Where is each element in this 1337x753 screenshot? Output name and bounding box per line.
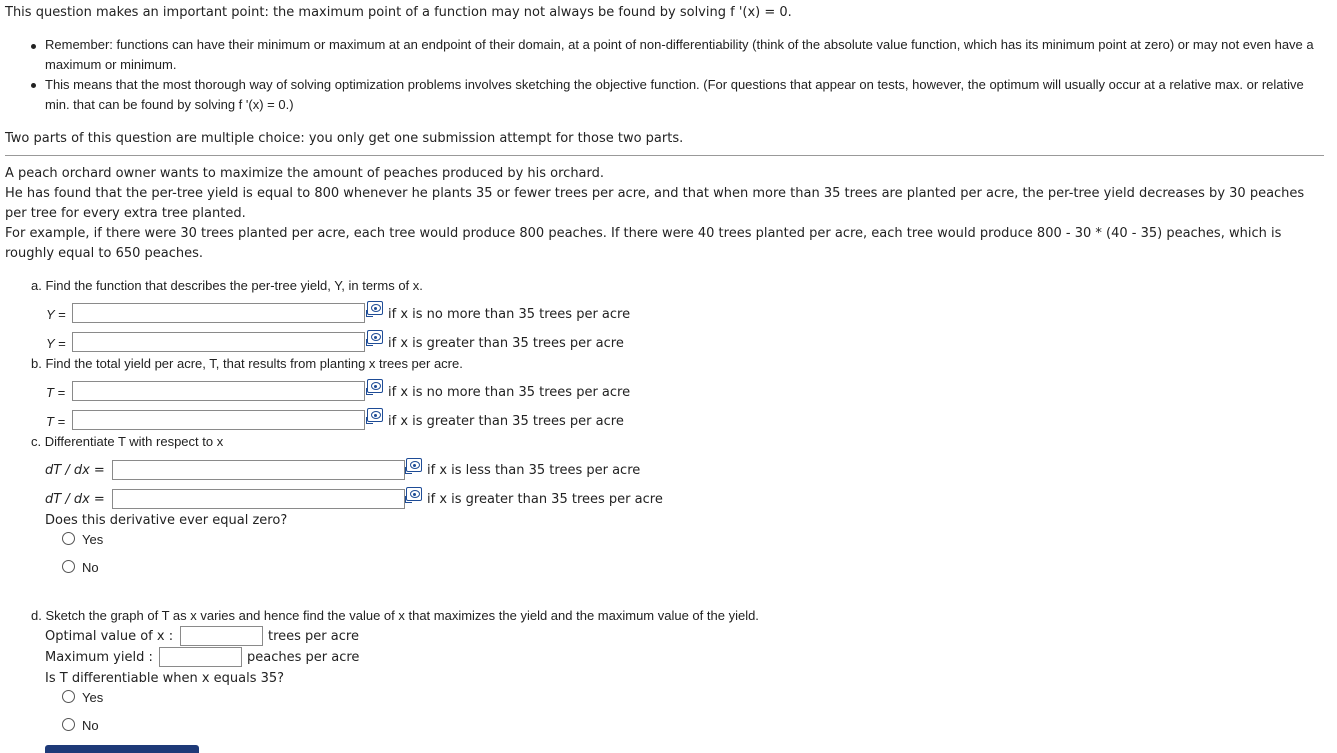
radio-yes[interactable] [62, 532, 75, 545]
dt-dx-input-high[interactable] [112, 489, 405, 509]
dt-dx-condition-low: if x is less than 35 trees per acre [427, 463, 641, 478]
t-condition-high: if x is greater than 35 trees per acre [388, 414, 624, 429]
radio-no-label: No [82, 718, 99, 733]
part-a-prompt: a. Find the function that describes the per-tree yield, Y, in terms of x. [31, 278, 423, 293]
max-yield-label: Maximum yield : [45, 650, 153, 665]
optimal-x-input[interactable] [180, 626, 263, 646]
radio-no[interactable] [62, 718, 75, 731]
submit-button[interactable] [45, 745, 199, 753]
equation-editor-icon[interactable] [367, 330, 383, 344]
intro-line: This question makes an important point: the maximum point of a function may not always be found by solving f '(x) = 0. [5, 5, 792, 20]
y-label: Y = [46, 336, 66, 351]
y-condition-high: if x is greater than 35 trees per acre [388, 336, 624, 351]
radio-yes-label: Yes [82, 690, 104, 705]
equation-editor-icon[interactable] [367, 408, 383, 422]
max-yield-input[interactable] [159, 647, 242, 667]
dt-dx-label: dT / dx = [45, 492, 105, 507]
differentiable-question: Is T differentiable when x equals 35? [45, 671, 285, 686]
divider [5, 155, 1324, 156]
equation-editor-icon[interactable] [406, 458, 422, 472]
part-c-prompt: c. Differentiate T with respect to x [31, 434, 224, 449]
t-input-high[interactable] [72, 410, 365, 430]
radio-no-label: No [82, 560, 99, 575]
y-input-low[interactable] [72, 303, 365, 323]
t-label: T = [46, 385, 66, 400]
dt-dx-label: dT / dx = [45, 463, 105, 478]
y-condition-low: if x is no more than 35 trees per acre [388, 307, 631, 322]
bullet-1-line-1: Remember: functions can have their minimum or maximum at an endpoint of their domain, at a point of non-differentiability (think of the absolute value function, which has its minimum point at zero) or may not even have a [45, 37, 1314, 52]
radio-no[interactable] [62, 560, 75, 573]
derivative-zero-question: Does this derivative ever equal zero? [45, 513, 288, 528]
y-input-high[interactable] [72, 332, 365, 352]
dt-dx-input-low[interactable] [112, 460, 405, 480]
problem-line-5: roughly equal to 650 peaches. [5, 246, 204, 261]
radio-yes[interactable] [62, 690, 75, 703]
y-label: Y = [46, 307, 66, 322]
problem-line-4: For example, if there were 30 trees planted per acre, each tree would produce 800 peaches. If there were 40 trees planted per acre, each tree would produce 800 - 30 * (40 - 35) peaches, which is [5, 226, 1282, 241]
bullet-dot [31, 44, 36, 49]
max-yield-unit: peaches per acre [247, 650, 360, 665]
dt-dx-condition-high: if x is greater than 35 trees per acre [427, 492, 663, 507]
bullet-dot [31, 83, 36, 88]
t-input-low[interactable] [72, 381, 365, 401]
equation-editor-icon[interactable] [367, 301, 383, 315]
bullet-2-line-1: This means that the most thorough way of solving optimization problems involves sketching the objective function. (For questions that appear on tests, however, the optimum will usually occur at a relative max. or relative [45, 77, 1304, 92]
multiple-choice-note: Two parts of this question are multiple choice: you only get one submission attempt for those two parts. [5, 131, 684, 146]
bullet-1-line-2: maximum or minimum. [45, 57, 177, 72]
optimal-x-unit: trees per acre [268, 629, 359, 644]
problem-line-2: He has found that the per-tree yield is equal to 800 whenever he plants 35 or fewer trees per acre, and that when more than 35 trees are planted per acre, the per-tree yield decreases by 30 peaches [5, 186, 1305, 201]
problem-line-1: A peach orchard owner wants to maximize the amount of peaches produced by his orchard. [5, 166, 605, 181]
bullet-2-line-2: min. that can be found by solving f '(x) = 0.) [45, 97, 294, 112]
t-condition-low: if x is no more than 35 trees per acre [388, 385, 631, 400]
t-label: T = [46, 414, 66, 429]
optimal-x-label: Optimal value of x : [45, 629, 174, 644]
problem-line-3: per tree for every extra tree planted. [5, 206, 246, 221]
part-b-prompt: b. Find the total yield per acre, T, that results from planting x trees per acre. [31, 356, 463, 371]
equation-editor-icon[interactable] [406, 487, 422, 501]
part-d-prompt: d. Sketch the graph of T as x varies and hence find the value of x that maximizes the yield and the maximum value of the yield. [31, 608, 759, 623]
equation-editor-icon[interactable] [367, 379, 383, 393]
radio-yes-label: Yes [82, 532, 104, 547]
